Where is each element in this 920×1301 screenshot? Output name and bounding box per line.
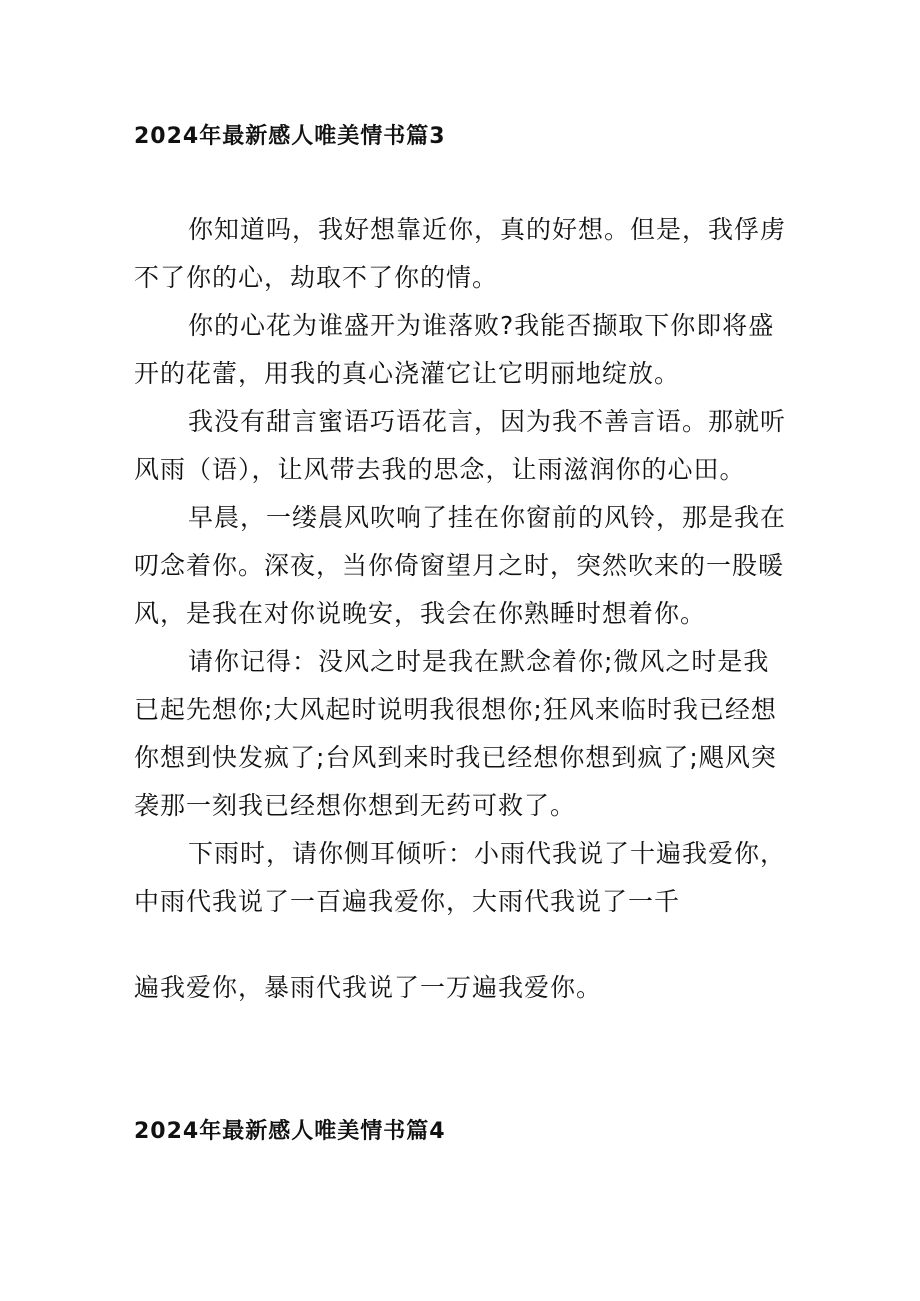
paragraph: 我没有甜言蜜语巧语花言，因为我不善言语。那就听风雨（语），让风带去我的思念，让雨滋润你的心田。 bbox=[134, 407, 787, 484]
paragraph: 下雨时，请你侧耳倾听：小雨代我说了十遍我爱你，中雨代我说了一百遍我爱你，大雨代我说了一千 bbox=[134, 839, 787, 916]
section-heading: 2024年最新感人唯美情书篇4 bbox=[134, 1119, 446, 1144]
paragraph: 早晨，一缕晨风吹响了挂在你窗前的风铃，那是我在叨念着你。深夜，当你倚窗望月之时，突然吹来的一股暖风，是我在对你说晚安，我会在你熟睡时想着你。 bbox=[134, 503, 787, 628]
paragraph: 你的心花为谁盛开为谁落败?我能否撷取下你即将盛开的花蕾，用我的真心浇灌它让它明丽地绽放。 bbox=[134, 311, 775, 388]
paragraph-continuation: 遍我爱你，暴雨代我说了一万遍我爱你。 bbox=[134, 973, 603, 1002]
letter-body bbox=[134, 206, 794, 926]
section-heading: 2024年最新感人唯美情书篇3 bbox=[134, 124, 446, 149]
paragraph: 请你记得：没风之时是我在默念着你;微风之时是我已起先想你;大风起时说明我很想你;狂风来临时我已经想你想到快发疯了;台风到来时我已经想你想到疯了;飓风突袭那一刻我已经想你想到无药可救了。 bbox=[134, 647, 777, 820]
paragraph: 你知道吗，我好想靠近你，真的好想。但是，我俘虏不了你的心，劫取不了你的情。 bbox=[134, 215, 787, 292]
